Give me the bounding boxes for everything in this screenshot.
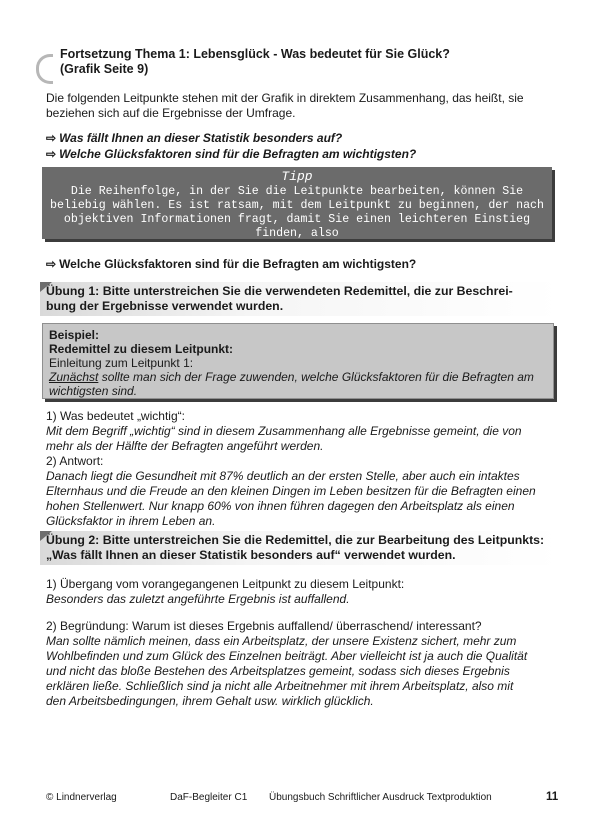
- answer2-line3: und nicht das bloße Bestehen des Arbeitsplatzes gemeint, sodass sich dieses Ergebnis: [46, 664, 510, 678]
- answer-block-2-part1: [46, 577, 566, 607]
- uebung-2-line1: Übung 2: Bitte unterstreichen Sie die Redemittel, die zur Bearbeitung des Leitpunkts:: [46, 533, 545, 547]
- question-2-text: Welche Glücksfaktoren sind für die Befragten am wichtigsten?: [59, 147, 417, 161]
- uebung-2-line2: „Was fällt Ihnen an dieser Statistik besonders auf“ verwendet wurden.: [46, 548, 456, 562]
- beispiel-sentence-line2: wichtigsten sind.: [49, 384, 138, 398]
- beispiel-label: Beispiel:: [49, 328, 100, 342]
- footer-book-title: Übungsbuch Schriftlicher Ausdruck Textproduktion: [269, 792, 492, 803]
- answer2-line1: Man sollte nämlich meinen, dass ein Arbeitsplatz, der unsere Existenz sichert, mehr zum: [46, 634, 517, 648]
- beispiel-sentence-rest: sollte man sich der Frage zuwenden, welche Glücksfaktoren für die Befragten am: [98, 370, 534, 384]
- arrow-right-icon: ⇨: [46, 257, 57, 271]
- question-3: [46, 257, 416, 272]
- intro-paragraph: [46, 91, 561, 121]
- beispiel-sentence-line1: [49, 370, 547, 384]
- beispiel-subtitle: Redemittel zu diesem Leitpunkt:: [49, 342, 234, 356]
- answer2-line4: erklären ließe. Schließlich sind ja nicht alle Arbeitnehmer mit ihrem Arbeitsplatz, also mit: [46, 679, 514, 693]
- tipp-body: [42, 184, 552, 241]
- answer1-line1: Mit dem Begriff „wichtig“ sind in diesem Zusammenhang alle Ergebnisse gemeint, die von: [46, 424, 522, 438]
- intro-line1: Die folgenden Leitpunkte stehen mit der Grafik in direktem Zusammenhang, das heißt, sie: [46, 91, 524, 105]
- arrow-right-icon: ⇨: [46, 131, 57, 145]
- answer1-line5: hohen Stellenwert. Nur knapp 60% von ihnen führen dagegen den Arbeitsplatz als einen: [46, 499, 515, 513]
- page-number: 11: [546, 791, 559, 803]
- beispiel-box: [42, 323, 554, 399]
- uebung-1-heading: [46, 284, 556, 314]
- answer1-line6: Glücksfaktor in ihrem Leben an.: [46, 514, 216, 528]
- section-title: [60, 47, 560, 77]
- tipp-line4: finden, also: [255, 227, 339, 240]
- uebung-1-line2: bung der Ergebnisse verwendet wurden.: [46, 299, 284, 313]
- section-title-line2: (Grafik Seite 9): [60, 62, 149, 76]
- tipp-line2: beliebig wählen. Es ist ratsam, mit dem Leitpunkt zu beginnen, der nach: [50, 199, 544, 212]
- tipp-box: [42, 167, 552, 239]
- footer-series: DaF-Begleiter C1: [170, 792, 248, 803]
- section-title-line1: Fortsetzung Thema 1: Lebensglück - Was bedeutet für Sie Glück?: [60, 47, 450, 61]
- tipp-line3: objektiven Informationen fragt, damit Sie einen leichteren Einstieg: [63, 213, 531, 226]
- answer-block-1: [46, 409, 566, 529]
- question-1-text: Was fällt Ihnen an dieser Statistik besonders auf?: [59, 131, 343, 145]
- beispiel-underlined-word: Zunächst: [49, 370, 99, 384]
- uebung-2-heading: [46, 533, 556, 563]
- crescent-decoration-icon: [36, 54, 53, 84]
- answer2-part2-label: 2) Begründung: Warum ist dieses Ergebnis auffallend/ überraschend/ interessant?: [46, 619, 482, 633]
- answer2-part1-label: 1) Übergang vom vorangegangenen Leitpunkt zu diesem Leitpunkt:: [46, 577, 405, 591]
- answer1-question-label: 1) Was bedeutet „wichtig“:: [46, 409, 185, 423]
- tipp-line1: Die Reihenfolge, in der Sie die Leitpunkte bearbeiten, können Sie: [70, 185, 524, 198]
- answer-block-2-part2: [46, 619, 566, 709]
- question-2: [46, 147, 416, 162]
- answer2-part1-text: Besonders das zuletzt angeführte Ergebnis ist auffallend.: [46, 592, 350, 606]
- uebung-1-line1: Übung 1: Bitte unterstreichen Sie die verwendeten Redemittel, die zur Beschrei-: [46, 284, 513, 298]
- question-3-text: Welche Glücksfaktoren sind für die Befragten am wichtigsten?: [59, 257, 417, 271]
- arrow-right-icon: ⇨: [46, 147, 57, 161]
- answer1-line3: Danach liegt die Gesundheit mit 87% deutlich an der ersten Stelle, aber auch ein intaktes: [46, 469, 520, 483]
- tipp-title: Tipp: [281, 169, 313, 184]
- answer2-line5: den Arbeitsbedingungen, ihrem Gehalt usw. wirklich glücklich.: [46, 694, 374, 708]
- footer-copyright: © Lindnerverlag: [46, 792, 117, 803]
- answer1-answer-label: 2) Antwort:: [46, 454, 104, 468]
- question-1: [46, 131, 342, 146]
- answer1-line4: Elternhaus und die Freude an den kleinen Dingen im Leben besitzen für die Befragten einen: [46, 484, 536, 498]
- intro-line2: beziehen sich auf die Ergebnisse der Umfrage.: [46, 106, 296, 120]
- beispiel-intro: Einleitung zum Leitpunkt 1:: [49, 356, 194, 370]
- answer1-line2: mehr als der Hälfte der Befragten angeführt werden.: [46, 439, 324, 453]
- answer2-line2: Wohlbefinden und zum Glück des Einzelnen beiträgt. Aber vielleicht ist ja auch die Qualität: [46, 649, 528, 663]
